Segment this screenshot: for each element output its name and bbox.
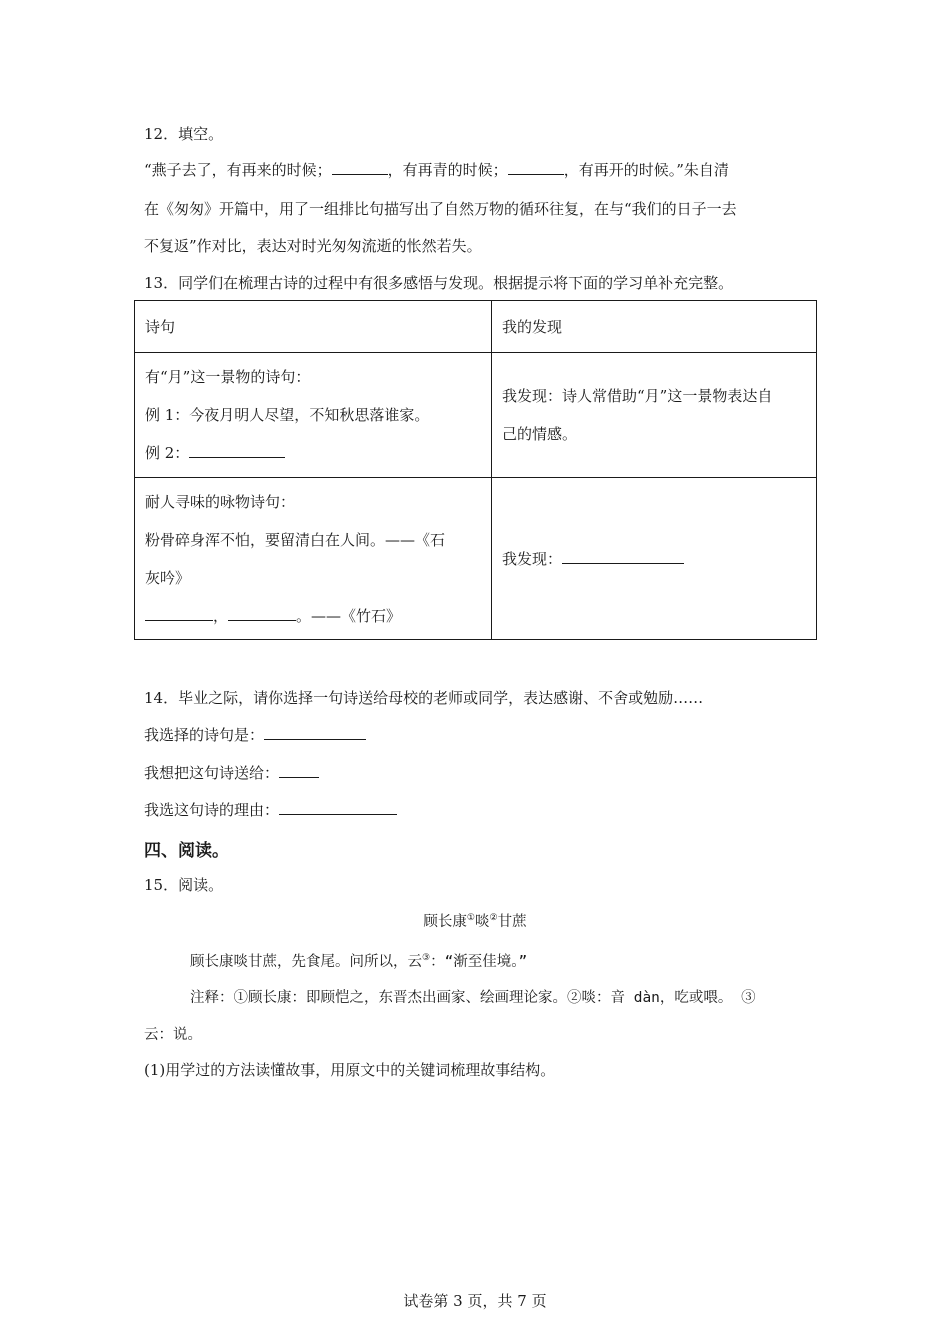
footnote-marker-3: ③ [422,953,431,963]
table-row [135,353,817,478]
passage-title-b: 啖 [475,914,490,930]
row2-blank-2[interactable] [228,606,296,621]
row1-poem-line [145,434,481,472]
q14-label-1: 我选择的诗句是： [144,726,265,744]
header-poem: 诗句 [135,301,492,353]
footnote-marker-2: ② [489,913,498,924]
notes-line-1: 注释：①顾长康：即顾恺之，东晋杰出画家、绘画理论家。②啖：音 dàn，吃或喂。 ③ [190,990,756,1006]
header-finding: 我的发现 [492,301,817,353]
section-heading: 四、阅读。 [144,841,229,861]
learning-sheet-table [134,300,817,640]
q12-line-3: 不复返”作对比，表达对时光匆匆流逝的怅然若失。 [144,237,482,255]
row2-poem-line: 粉骨碎身浑不怕，要留清白在人间。——《石 [145,530,446,549]
q12-text-b: ，有再青的时候； [387,161,508,179]
q14-line-3 [144,800,397,820]
row2-blank-1[interactable] [145,606,213,621]
row1-poem-line: 例 1：今夜月明人尽望，不知秋思落谁家。 [145,406,430,424]
row1-poem-cell [135,353,492,478]
row2-poem-line: 灰吟》 [145,568,191,587]
q12-text-c: ，有再开的时候。”朱自清 [563,161,729,179]
row2-finding-line [502,540,806,578]
table-row [135,478,817,640]
passage-text-b: ：“渐至佳境。” [430,953,528,970]
q12-line-2: 在《匆匆》开篇中，用了一组排比句描写出了自然万物的循环往复，在与“我们的日子一去 [144,200,737,218]
q15-title: 15．阅读。 [144,876,224,894]
row1-example2-blank[interactable] [189,443,285,458]
row1-finding-cell [492,353,817,478]
row2-finding-cell [492,478,817,640]
q14-blank-2[interactable] [279,763,319,778]
row2-finding-blank[interactable] [562,549,684,564]
q14-line-2 [144,763,319,783]
q14-blank-3[interactable] [279,800,397,815]
row2-poem-cell [135,478,492,640]
row1-poem-line: 有“月”这一景物的诗句： [145,368,311,386]
notes-line-2: 云：说。 [144,1027,202,1043]
q14-blank-1[interactable] [264,725,366,740]
page-footer: 试卷第 3 页，共 7 页 [403,1292,547,1310]
passage-title-a: 顾长康 [423,914,467,930]
q14-line-1 [144,725,366,745]
row2-source: 。——《竹石》 [296,606,402,625]
q13-title: 13．同学们在梳理古诗的过程中有很多感悟与发现。根据提示将下面的学习单补充完整。 [144,274,734,292]
row2-poem-line: 耐人寻味的咏物诗句： [145,492,296,511]
passage-text-a: 顾长康啖甘蔗，先食尾。问所以，云 [190,953,422,970]
table-header-row [135,301,817,353]
q14-label-2: 我想把这句诗送给： [144,764,280,782]
passage-title-c: 甘蔗 [497,914,527,930]
footnote-marker-1: ① [466,913,475,924]
q14-title: 14．毕业之际，请你选择一句诗送给母校的老师或同学，表达感谢、不舍或勉励…… [144,689,704,707]
row2-poem-line [145,597,481,635]
q15-subquestion-1: (1)用学过的方法读懂故事，用原文中的关键词梳理故事结构。 [144,1061,556,1079]
row1-finding-line: 己的情感。 [502,425,578,443]
row1-finding-line: 我发现：诗人常借助“月”这一景物表达自 [502,387,773,405]
passage-title [0,910,950,931]
passage-text [190,948,527,972]
q12-line-1 [144,160,729,180]
q14-label-3: 我选这句诗的理由： [144,801,280,819]
q12-blank-1[interactable] [332,160,388,175]
q12-blank-2[interactable] [508,160,564,175]
q12-title: 12．填空。 [144,125,224,143]
row2-sep: ， [213,606,229,625]
q12-text-a: “燕子去了，有再来的时候； [144,161,332,179]
row2-finding-label: 我发现： [502,549,563,568]
row1-example2-label: 例 2： [145,444,190,462]
